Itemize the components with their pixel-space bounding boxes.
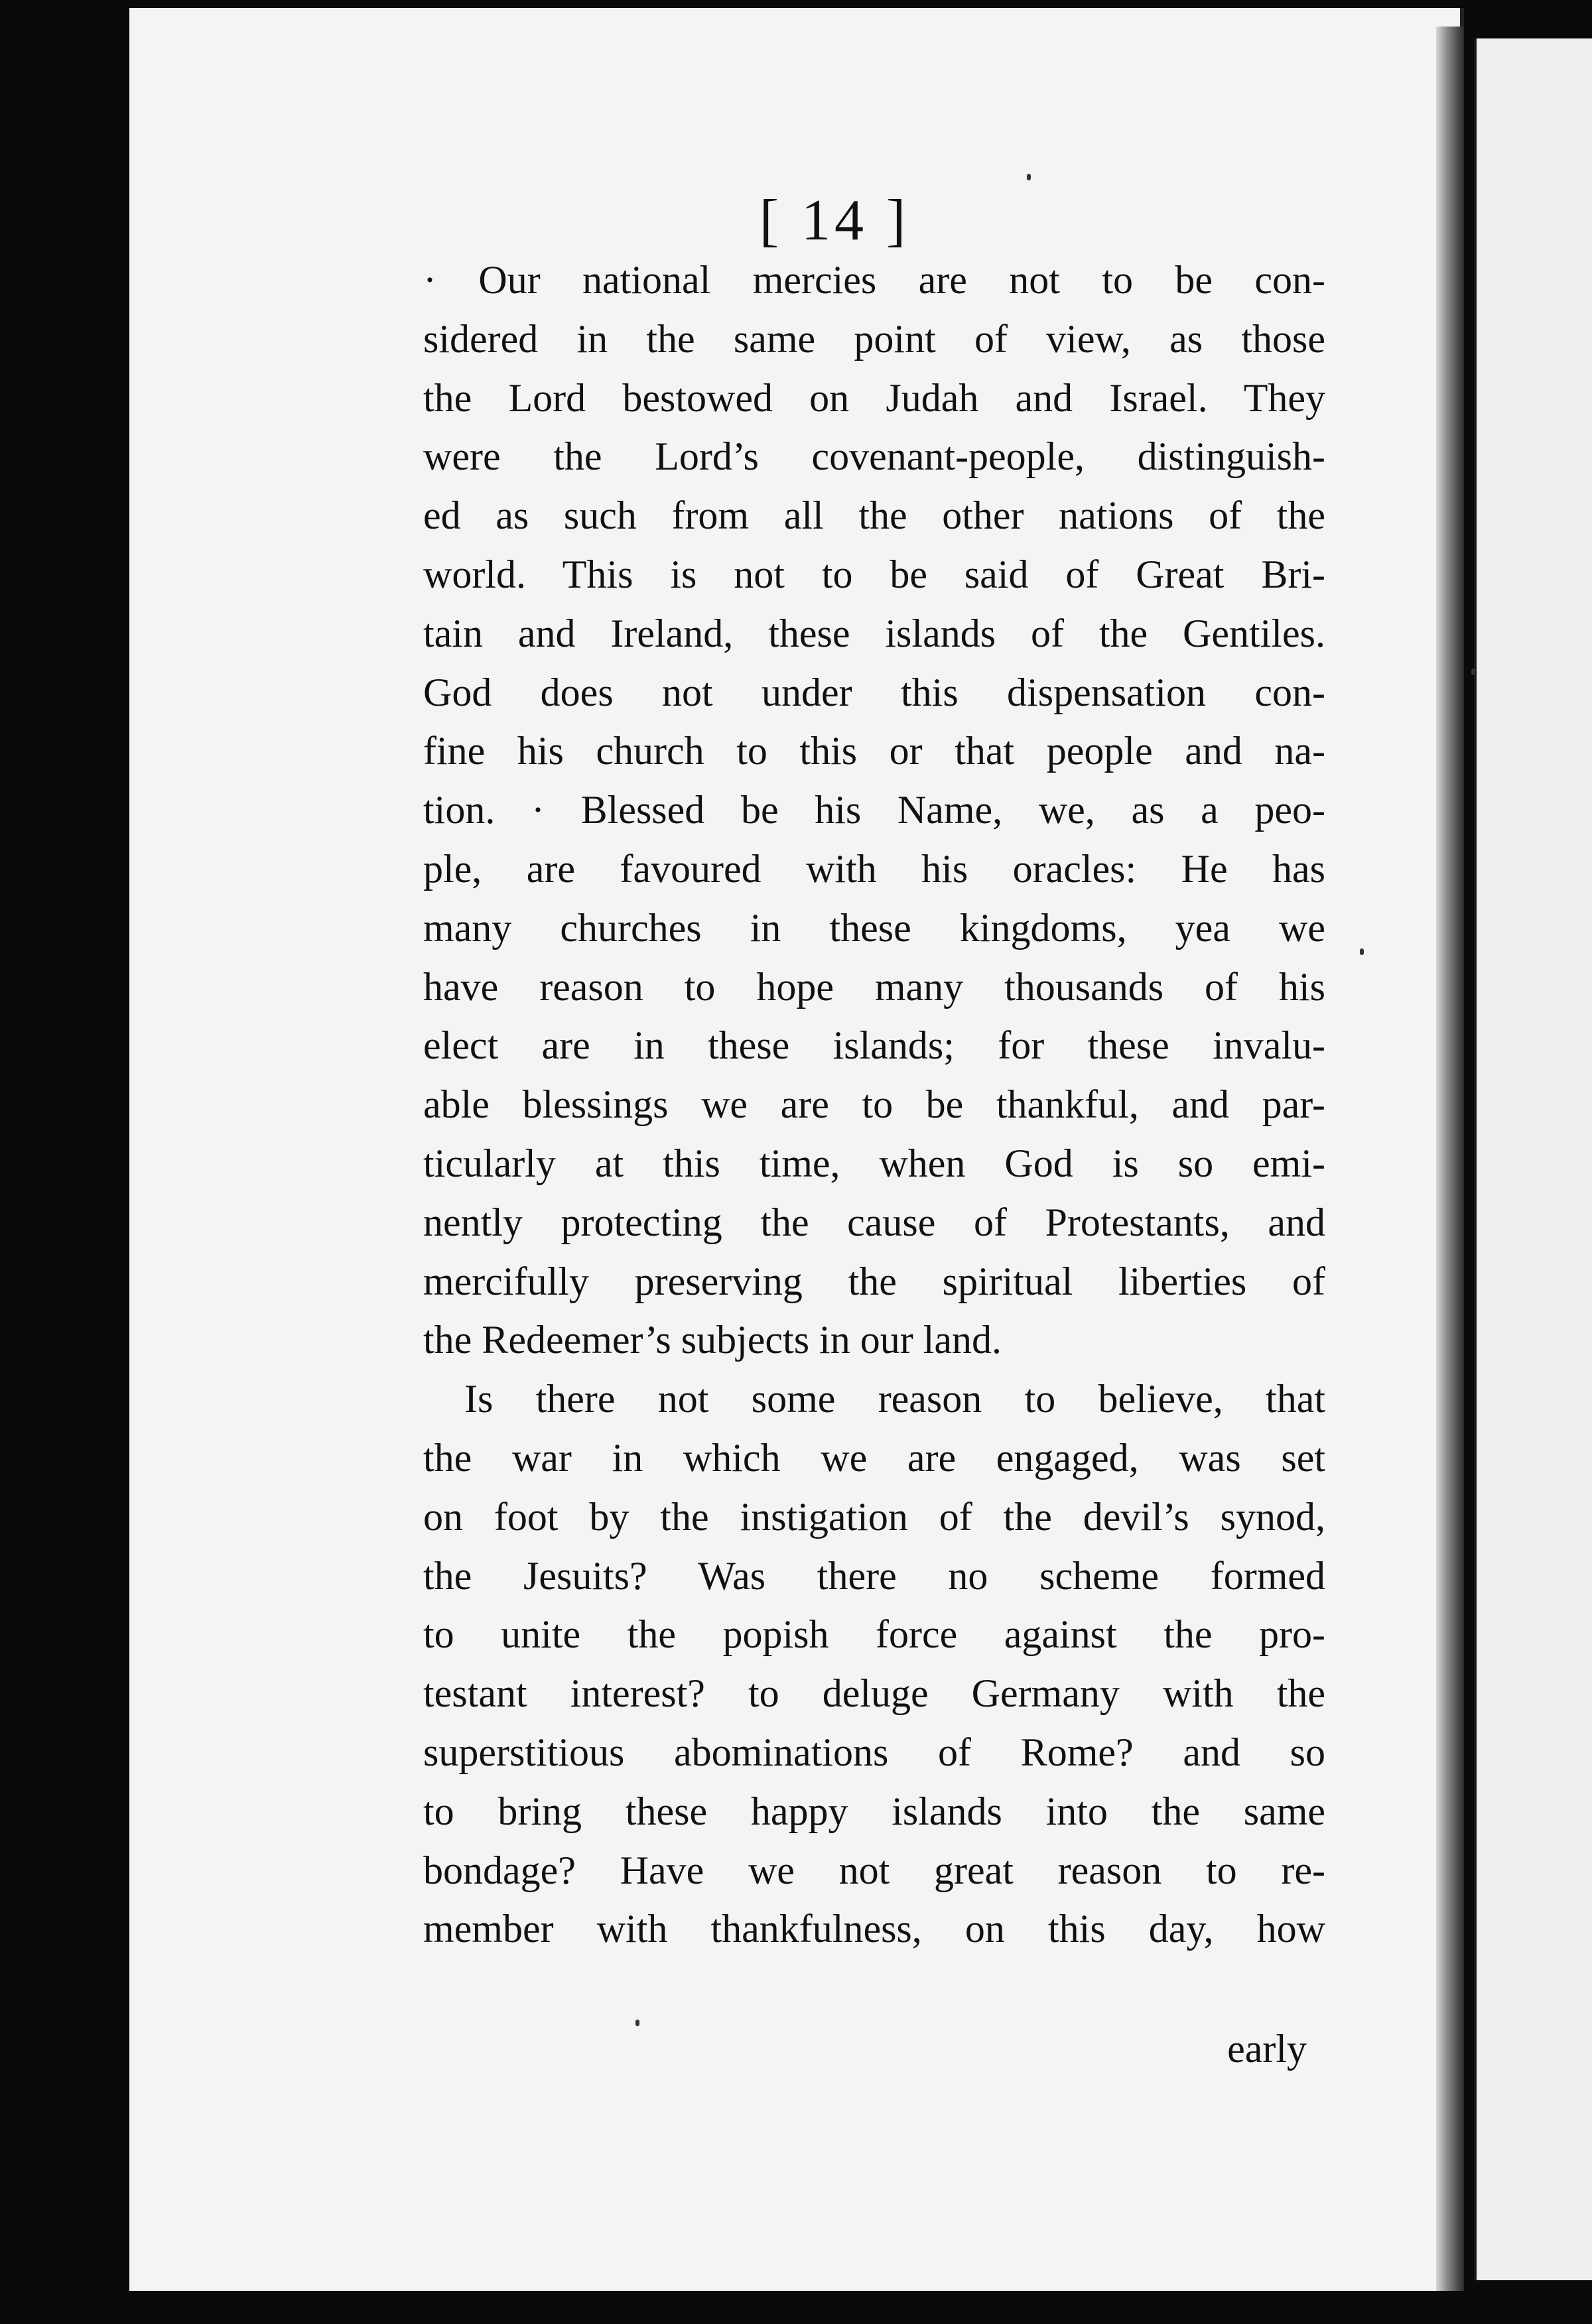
text-line: God does not under this dispensation con-	[423, 670, 1325, 714]
ink-speck	[635, 2020, 639, 2026]
text-line: to bring these happy islands into the same	[423, 1789, 1325, 1833]
text-line: the Jesuits? Was there no scheme formed	[423, 1553, 1325, 1598]
text-line: many churches in these kingdoms, yea we	[423, 905, 1325, 950]
page-gutter-shadow	[1436, 27, 1464, 2291]
text-line: · Our national mercies are not to be con-	[423, 258, 1325, 302]
catchword: early	[1227, 2027, 1307, 2071]
ink-speck	[1471, 669, 1475, 675]
text-line: testant interest? to deluge Germany with the	[423, 1671, 1325, 1716]
ink-speck	[1027, 174, 1031, 180]
facing-page-edge	[1474, 38, 1592, 2280]
text-line: ticularly at this time, when God is so emi-	[423, 1141, 1325, 1185]
text-line: the war in which we are engaged, was set	[423, 1435, 1325, 1480]
text-line: able blessings we are to be thankful, and par-	[423, 1082, 1325, 1127]
text-line: world. This is not to be said of Great Bri-	[423, 552, 1325, 596]
page-number-text: [ 14 ]	[759, 188, 910, 253]
text-line: to unite the popish force against the pro-	[423, 1612, 1325, 1657]
text-line: bondage? Have we not great reason to re-	[423, 1848, 1325, 1892]
text-line: ed as such from all the other nations of the	[423, 493, 1325, 538]
text-line: mercifully preserving the spiritual liberties of	[423, 1259, 1325, 1303]
text-line: nently protecting the cause of Protestants, and	[423, 1200, 1325, 1244]
text-line: ple, are favoured with his oracles: He has	[423, 846, 1325, 891]
text-line: tion. · Blessed be his Name, we, as a peo-	[423, 788, 1325, 832]
text-line: member with thankfulness, on this day, how	[423, 1907, 1325, 1951]
ink-speck	[1360, 948, 1364, 955]
body-text	[423, 251, 1325, 1959]
text-line: sidered in the same point of view, as those	[423, 316, 1325, 361]
text-line: fine his church to this or that people and na-	[423, 729, 1325, 773]
text-line: have reason to hope many thousands of his	[423, 964, 1325, 1009]
text-line: were the Lord’s covenant-people, distinguish-	[423, 434, 1325, 479]
text-line: the Lord bestowed on Judah and Israel. They	[423, 375, 1325, 420]
text-line: tain and Ireland, these islands of the Gentiles.	[423, 611, 1325, 655]
text-line: the Redeemer’s subjects in our land.	[423, 1318, 1002, 1362]
text-line: on foot by the instigation of the devil’s synod,	[423, 1494, 1325, 1539]
text-line: elect are in these islands; for these invalu-	[423, 1023, 1325, 1068]
text-line: superstitious abominations of Rome? and so	[423, 1730, 1325, 1774]
text-line: Is there not some reason to believe, that	[464, 1377, 1325, 1421]
page-number	[129, 187, 1460, 254]
